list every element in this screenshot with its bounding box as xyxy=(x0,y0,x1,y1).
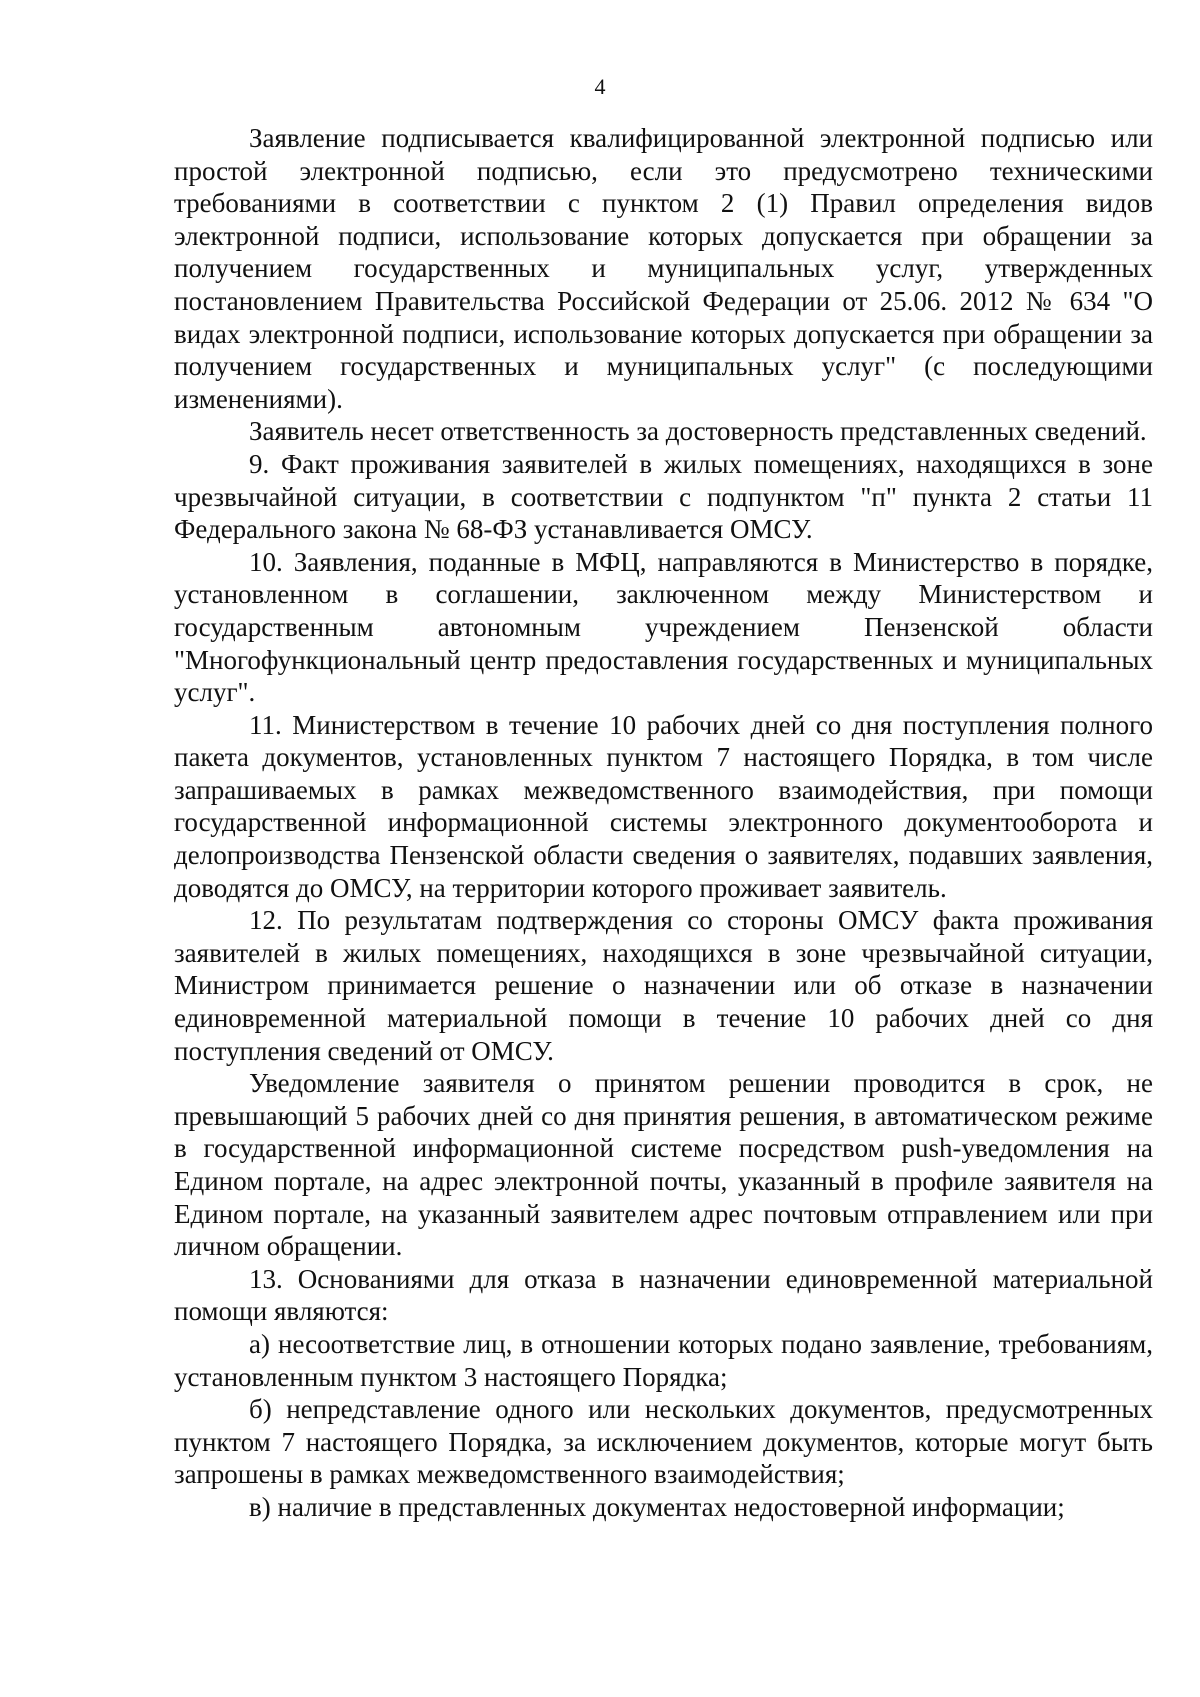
paragraph-9: 9. Факт проживания заявителей в жилых помещениях, находящихся в зоне чрезвычайной ситуации, в соответствии с подпунктом "п" пункта 2 статьи 11 Федерального закона № 68-ФЗ устанавливается ОМСУ. xyxy=(174,448,1153,545)
paragraph-13-a: а) несоответствие лиц, в отношении которых подано заявление, требованиям, установленным пунктом 3 настоящего Порядка; xyxy=(174,1328,1153,1392)
paragraph-12: 12. По результатам подтверждения со стороны ОМСУ факта проживания заявителей в жилых помещениях, находящихся в зоне чрезвычайной ситуации, Министром принимается решение о назначении или об отказе в назначении единовременной материальной помощи в течение 10 рабочих дней со дня поступления сведений от ОМСУ. xyxy=(174,905,1153,1066)
paragraph-11: 11. Министерством в течение 10 рабочих дней со дня поступления полного пакета документов, установленных пунктом 7 настоящего Порядка, в том числе запрашиваемых в рамках межведомственного взаимодействия, при помощи государственной информационной системы электронного документооборота и делопроизводства Пензенской области сведения о заявителях, подавших заявления, доводятся до ОМСУ, на территории которого проживает заявитель. xyxy=(174,709,1153,903)
paragraph-notification: Уведомление заявителя о принятом решении проводится в срок, не превышающий 5 рабочих дней со дня принятия решения, в автоматическом режиме в государственной информационной системе посредством push-уведомления на Едином портале, на адрес электронной почты, указанный в профиле заявителя на Едином портале, на указанный заявителем адрес почтовым отправлением или при личном обращении. xyxy=(174,1068,1153,1262)
page-number: 4 xyxy=(594,74,606,99)
paragraph-10: 10. Заявления, поданные в МФЦ, направляются в Министерство в порядке, установленном в соглашении, заключенном между Министерством и государственным автономным учреждением Пензенской области "Многофункциональный центр предоставления государственных и муниципальных услуг". xyxy=(174,546,1153,708)
paragraph-signature: Заявление подписывается квалифицированной электронной подписью или простой электронной подписью, если это предусмотрено техническими требованиями в соответствии с пунктом 2 (1) Правил определения видов электронной подписи, использование которых допускается при обращении за получением государственных и муниципальных услуг, утвержденных постановлением Правительства Российской Федерации от 25.06. 2012 № 634 "О видах электронной подписи, использование которых допускается при обращении за получением государственных и муниципальных услуг" (с последующими изменениями). xyxy=(174,123,1153,414)
document-body xyxy=(174,122,1153,1524)
paragraph-13-v: в) наличие в представленных документах недостоверной информации; xyxy=(249,1491,1065,1522)
paragraph-13: 13. Основаниями для отказа в назначении единовременной материальной помощи являются: xyxy=(174,1263,1153,1327)
paragraph-responsibility: Заявитель несет ответственность за достоверность представленных сведений. xyxy=(249,416,1147,447)
paragraph-13-b: б) непредставление одного или нескольких документов, предусмотренных пунктом 7 настоящего Порядка, за исключением документов, которые могут быть запрошены в рамках межведомственного взаимодействия; xyxy=(174,1394,1153,1490)
